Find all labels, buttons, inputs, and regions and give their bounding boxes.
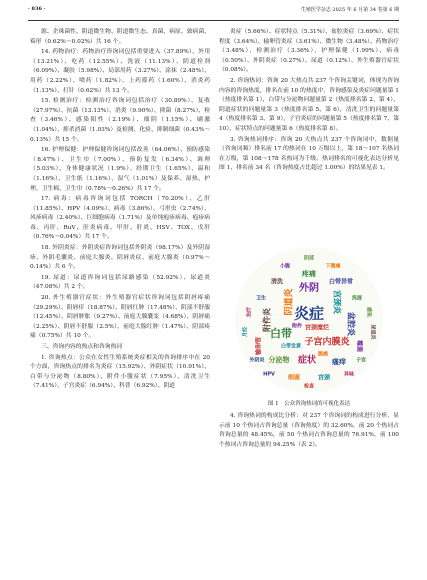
- right-column: [219, 28, 399, 175]
- word-cloud-word: 子宫: [355, 357, 367, 364]
- right-column-bottom: [219, 412, 399, 450]
- word-cloud-word: 症状: [297, 355, 317, 366]
- journal-title: 生殖医学杂志 2025 年 6 月第 34 卷第 6 期: [300, 7, 399, 13]
- paragraph: 4. 咨询热词的构成比分析：对 237 个咨询词的构成进行分析，显示前 10 个热词占咨询总量（咨询热度）的 32.60%，前 20 个热词占咨询总量的 48.45%，前 50 个热词占咨询总量的 76.91%，前 100 个热词占咨询总量的 94.25%（表 2）。: [219, 413, 399, 448]
- word-cloud-word: 洗液: [351, 295, 363, 302]
- word-cloud-word: 阴道炎: [284, 288, 295, 316]
- page-number: · 836 ·: [28, 6, 46, 12]
- word-cloud-word: 附件炎: [262, 308, 272, 332]
- word-cloud-figure: [219, 242, 399, 398]
- word-cloud-word: 卫生: [255, 295, 267, 302]
- paragraph: 16. 护理保健：护理保健咨询词包括改善（64.06%）、预防感染（8.47%）、卫生巾（7.00%）、预防复发（6.34%）、调理（5.03%）、身体健康状况（1.9%）、经期卫生（1.65%）、温和（1.16%）、卫生纸（1.16%）、湿气（1.01%）及保养、湿热、护理、卫生棉、卫生巾（0.78%～0.26%）共 17 个。: [30, 147, 210, 192]
- word-cloud-word: 宫颈炎: [332, 290, 342, 314]
- word-cloud-word: HPV: [263, 371, 275, 378]
- word-cloud-word: 分泌物: [268, 356, 290, 364]
- word-cloud-word: 月经: [242, 326, 249, 338]
- paragraph: 19. 尿道：尿道咨询词包括尿路感染（52.92%）、尿道炎（47.08%）共 2 个。: [30, 274, 210, 291]
- word-cloud-word: 外阴: [299, 283, 319, 294]
- word-cloud-word: 附件: [291, 323, 303, 330]
- word-cloud-word: 盆腔炎: [346, 312, 356, 336]
- word-cloud-word: 清洗: [270, 278, 284, 286]
- word-cloud-word: 宫颈糜烂: [304, 324, 330, 332]
- word-cloud-word: 腹痛: [317, 351, 329, 358]
- paragraph: 3. 咨询热词排序：咨询 20 大热点共 237 个咨询词中，数据量（咨询词频）排名前 17 的热词在 10 万级以上，第 18～107 名热词在万级，第 108～178 名热词为千级。热词排名的可视化表达分析见图 1，排名前 34 名（咨询热度占比超过 1.00%）的结果见表 1。: [219, 136, 399, 172]
- word-cloud-word: 疼痛: [302, 270, 316, 278]
- word-cloud-word: 霉菌: [355, 339, 363, 353]
- word-cloud-word: 异味: [343, 371, 355, 378]
- paragraph: 2. 咨询热词：咨询 20 大热点共 237 个咨询关键词，体现为咨询内容的咨询热度，排名在前 10 的热度中，咨询感染及炎症问题量第 1（热度排名第 1），白带与分泌物问题量第 2（热度排名第 2、第 4），阴道症状的问题量第 3（热度排名第 5、第 6），清洗卫生的问题量第 4（热度排名第 3、第 9），子宫炎症的问题量第 5（热度排名第 7、第 10），症状特点的问题量第 6（热度排名第 8）。: [219, 77, 399, 132]
- paragraph: 15. 检测治疗：检测治疗咨询词包括治疗（30.89%）、复收（27.97%）、抗菌（13.13%）、消炎（9.90%）、抑菌（8.27%）、检查（3.46%）、感染阳性（2.19%）、细阴（1.15%）、刷激（1.04%）、抑杀消菌（1.03%）及检测、化验、抑制细菌（0.43%～0.13%）共 15 个。: [30, 98, 210, 143]
- paragraph: 源、企珠菌性、阴道微生物、阴道微生态、真菌、病原、致病菌、霉形（0.62%～0.02%）共 16 个。: [30, 29, 210, 45]
- figure-caption: 图 1 公众咨询热词的可视化表达: [267, 401, 351, 407]
- word-cloud-word: 检查: [303, 383, 315, 390]
- word-cloud-word: 子宫内膜炎: [304, 337, 350, 348]
- running-header: [28, 6, 399, 18]
- word-cloud-word: 宫颈: [317, 374, 331, 382]
- word-cloud-word: 阴部: [303, 255, 315, 262]
- paragraph: 17. 病毒：病毒咨询词包括 TORCH（70.20%）、乙肝（11.85%）、HPV（4.09%）、病毒（3.86%）、弓形虫（2.74%）、风疹病毒（2.40%）、巨细胞病毒（1.71%）及单纯疱疹病毒、疱疹病毒、丙肝、RuV、肝炎病毒、甲肝、肝炎、HSV、TOX、戊肝（0.76%～0.04%）共 17 个。: [30, 196, 210, 241]
- word-cloud-word: 尿道炎: [369, 324, 376, 340]
- word-cloud-word: 外阴炎: [249, 357, 265, 364]
- word-cloud-word: 炎症: [293, 304, 325, 323]
- word-cloud-word: 下腹痛: [325, 263, 341, 270]
- paragraph: 14. 药物治疗：药物治疗咨询词包括重要进入（37.89%）、外用（13.21%）、吃药（12.55%）、洗液（11.13%）、阴道栓剂（6.09%）、凝胶（5.98%）、局部用药（3.27%）、涂抹（2.48%）、用药（2.22%）、喷药（1.82%）、上药搽药（1.60%）、消炎药（1.13%）、打针（0.62%）共 13 个。: [30, 49, 210, 94]
- word-cloud-word: 小腹: [279, 263, 291, 270]
- word-cloud-word: 治疗: [246, 306, 253, 318]
- word-cloud-word: 感染: [365, 306, 372, 318]
- word-cloud-word: 瘙痒: [332, 358, 346, 366]
- paragraph: 炎症（5.66%）、症状特点（5.31%）、盆腔炎症（3.69%）、症状程度（3.64%）、输卵管炎症（3.61%）、微生物（3.48%）、药物治疗（3.48%）、检测治疗（3.36%）、护理保健（1.99%）、病毒（0.50%）、外阴炎症（0.27%）、尿道（0.12%）、外生殖器官症状（0.08%）。: [219, 29, 399, 74]
- paragraph: 18. 外阴炎症：外阴炎症咨询词包括外阴炎（98.17%）及外阴湿疹、外阴毛囊炎、前庭大腺炎、阴唇炎症、前庭大腺炎（0.97%～0.14%）共 6 个。: [30, 245, 210, 271]
- paragraph: 1. 咨询热点：公众在女性生殖系统炎症相关的咨询排序中在 20 个方面，咨询热点的排名为炎症（15.92%）、外阴症状（10.91%）、白带与分泌物（8.80%）、附件小腹症状（7.95%）、清洗卫生（7.41%）、子宫炎症（6.94%）、科普（6.92%）、阴道: [30, 354, 210, 390]
- header-rule: [28, 20, 399, 21]
- word-cloud-word: 白带异常: [328, 278, 354, 286]
- left-column: [30, 28, 210, 393]
- word-cloud-word: 白带: [270, 327, 292, 340]
- word-cloud-word: 白带发黄: [280, 343, 302, 350]
- section-heading: 三、咨询内容的热点和咨询热词: [41, 344, 123, 350]
- word-cloud-word: 细菌: [287, 374, 301, 382]
- word-cloud-word: 输卵管: [255, 336, 263, 356]
- paragraph: 20. 外生殖器官症状：外生殖器官症状咨询词包括阴唇疼痛（29.29%）、阴唇痒（18.87%）、阴唇红肿（17.48%）、阴部不舒服（12.45%）、阴唇肿胀（9.27%）、前庭大腺囊变（4.68%）、阴唇痛（2.25%）、阴唇不舒服（2.5%）、前庭大腺红肿（1.47%）、阴部疼痛（0.75%）共 10 个。: [30, 295, 210, 340]
